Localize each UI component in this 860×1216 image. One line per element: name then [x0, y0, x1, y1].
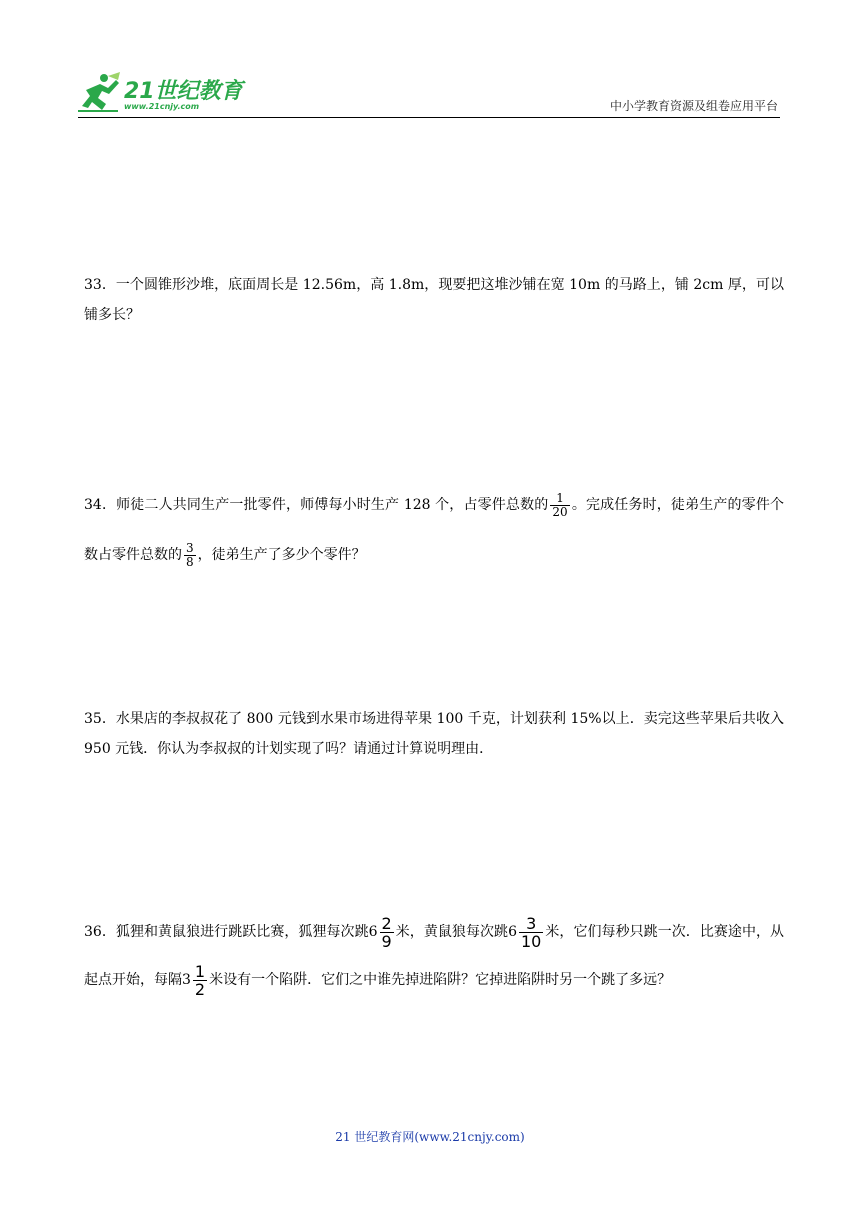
question-text-part1: 师徒二人共同生产一批零件，师傅每小时生产 128 个，占零件总数的	[116, 497, 549, 513]
fraction-denominator: 2	[194, 979, 206, 999]
fraction-denominator: 9	[381, 931, 392, 951]
question-36	[84, 908, 784, 1004]
mixed-number-fraction	[519, 915, 543, 950]
question-text-part3: 米，它们每秒只跳一次．比赛途中，从起点开始，每隔	[84, 924, 785, 988]
fraction-denominator: 10	[521, 931, 542, 951]
fraction-numerator: 2	[381, 913, 392, 933]
question-number: 36．	[84, 924, 116, 940]
question-text-part4: 米设有一个陷阱．它们之中谁先掉进陷阱？它掉进陷阱时另一个跳了多远？	[209, 972, 672, 988]
question-number: 33．	[84, 277, 116, 293]
mixed-number-whole: 6	[508, 924, 517, 940]
platform-name: 中小学教育资源及组卷应用平台	[609, 99, 778, 113]
question-34	[84, 480, 784, 580]
logo-url: www.21cnjy.com	[124, 102, 200, 111]
page-footer[interactable]: 21 世纪教育网(www.21cnjy.com)	[335, 1130, 525, 1144]
question-text: 水果店的李叔叔花了 800 元钱到水果市场进得苹果 100 千克，计划获利 15%以上．卖完这些苹果后共收入 950 元钱．你认为李叔叔的计划实现了吗？请通过计算说明理由．	[84, 711, 784, 757]
mixed-number-whole: 3	[182, 972, 191, 988]
fraction-three-eighths	[184, 542, 196, 569]
question-text: 一个圆锥形沙堆，底面周长是 12.56m，高 1.8m，现要把这堆沙铺在宽 10m 的马路上，铺 2cm 厚，可以铺多长？	[84, 277, 784, 323]
page-header	[0, 0, 860, 120]
question-33	[84, 270, 784, 330]
question-text-part3: ，徒弟生产了多少个零件？	[197, 547, 366, 563]
mixed-number-fraction	[380, 915, 394, 950]
question-text-part2: 米，黄鼠狼每次跳	[395, 924, 509, 940]
fraction-numerator: 3	[186, 540, 194, 555]
mixed-number-fraction	[193, 963, 207, 998]
fraction-denominator: 20	[552, 504, 568, 519]
question-text-part2: 。完成任务时，徒弟生产的零件个数占零件总数的	[84, 497, 784, 563]
runner-logo-icon	[78, 70, 122, 114]
question-text-part1: 狐狸和黄鼠狼进行跳跃比赛，狐狸每次跳	[115, 924, 369, 940]
header-divider	[78, 117, 780, 118]
fraction-numerator: 1	[194, 961, 206, 981]
question-number: 35．	[84, 711, 116, 727]
question-number: 34．	[84, 497, 117, 513]
question-35	[84, 704, 784, 764]
logo-title: 21世纪教育	[124, 79, 243, 104]
mixed-number-whole: 6	[368, 924, 378, 940]
fraction-numerator: 1	[550, 492, 569, 506]
fraction-denominator: 8	[186, 554, 194, 569]
fraction-one-twentieth	[550, 492, 569, 519]
site-logo[interactable]	[78, 70, 253, 118]
fraction-numerator: 3	[519, 915, 543, 933]
